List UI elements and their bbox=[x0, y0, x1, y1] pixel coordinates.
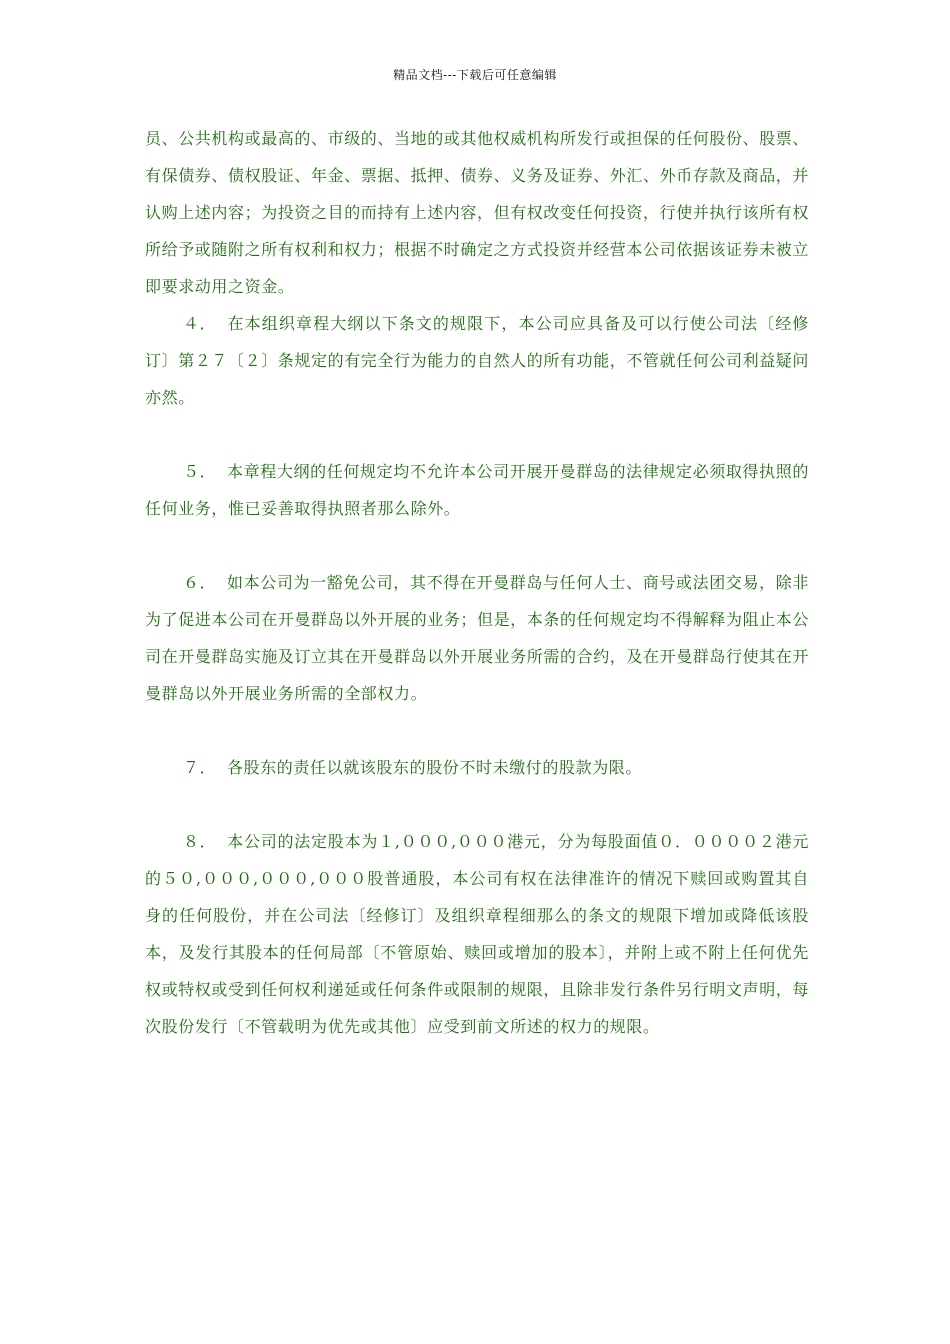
paragraph-text: 本公司的法定股本为１,０００,０００港元，分为每股面值０．００００２港元的５０,０００,０００,０００股普通股，本公司有权在法律准许的情况下赎回或购置其自身的任何股份，并在公司法〔经修订〕及组织章程细那么的条文的规限下增加或降低该股本，及发行其股本的任何局部〔不管原始、赎回或增加的股本〕，并附上或不附上任何优先权或特权或受到任何权利递延或任何条件或限制的规限，且除非发行条件另行明文声明，每次股份发行〔不管载明为优先或其他〕应受到前文所述的权力的规限。 bbox=[145, 832, 810, 1036]
paragraph-spacer bbox=[145, 712, 809, 749]
paragraph-spacer bbox=[145, 416, 809, 453]
paragraph-text: 在本组织章程大纲以下条文的规限下，本公司应具备及可以行使公司法〔经修订〕第２７〔２〕条规定的有完全行为能力的自然人的所有功能，不管就任何公司利益疑问亦然。 bbox=[145, 314, 810, 407]
paragraph-clause-5 bbox=[145, 453, 809, 527]
paragraph-clause-6 bbox=[145, 564, 809, 712]
paragraph-clause-4 bbox=[145, 305, 809, 416]
paragraph-continuation bbox=[145, 120, 809, 305]
clause-number: ８． bbox=[183, 832, 217, 851]
clause-number: ５． bbox=[183, 462, 217, 481]
clause-number: ６． bbox=[183, 573, 217, 592]
document-body bbox=[145, 120, 809, 1045]
paragraph-clause-8 bbox=[145, 823, 809, 1045]
paragraph-clause-7 bbox=[145, 749, 809, 786]
paragraph-text: 员、公共机构或最高的、市级的、当地的或其他权威机构所发行或担保的任何股份、股票、有保债券、债权股证、年金、票据、抵押、债券、义务及证券、外汇、外币存款及商品，并认购上述内容；为投资之目的而持有上述内容，但有权改变任何投资，行使并执行该所有权所给予或随附之所有权利和权力；根据不时确定之方式投资并经营本公司依据该证券未被立即要求动用之资金。 bbox=[145, 129, 810, 296]
paragraph-text: 如本公司为一豁免公司，其不得在开曼群岛与任何人士、商号或法团交易，除非为了促进本公司在开曼群岛以外开展的业务；但是，本条的任何规定均不得解释为阻止本公司在开曼群岛实施及订立其在开曼群岛以外开展业务所需的合约，及在开曼群岛行使其在开曼群岛以外开展业务所需的全部权力。 bbox=[145, 573, 810, 703]
clause-number: ７． bbox=[183, 758, 217, 777]
paragraph-spacer bbox=[145, 527, 809, 564]
paragraph-text: 各股东的责任以就该股东的股份不时未缴付的股款为限。 bbox=[227, 758, 643, 777]
page-header: 精品文档---下载后可任意编辑 bbox=[393, 68, 557, 82]
paragraph-text: 本章程大纲的任何规定均不允许本公司开展开曼群岛的法律规定必须取得执照的任何业务，惟已妥善取得执照者那么除外。 bbox=[145, 462, 809, 518]
paragraph-spacer bbox=[145, 786, 809, 823]
clause-number: ４． bbox=[183, 314, 217, 333]
